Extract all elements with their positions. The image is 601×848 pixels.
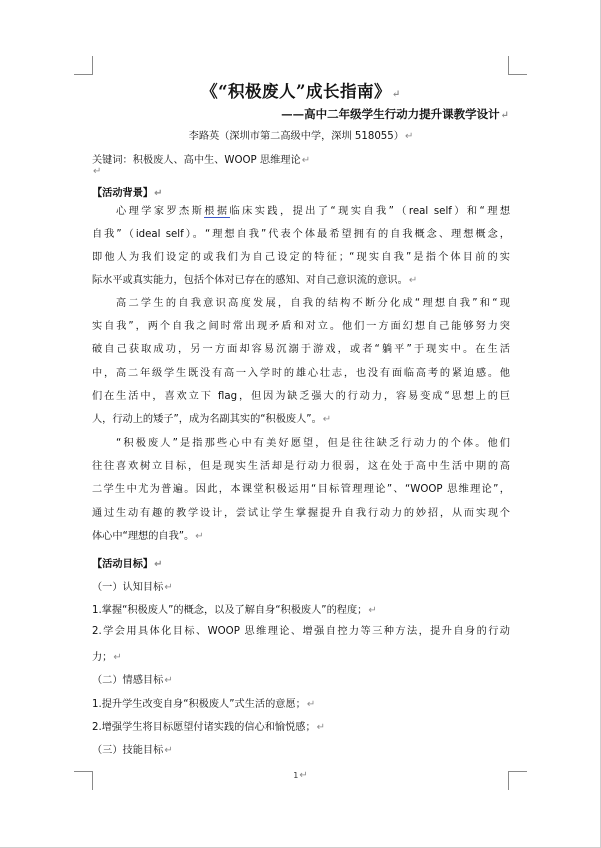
section-heading-background[interactable]: 【活动背景】↵ — [92, 188, 163, 199]
document-subtitle[interactable]: ——高中二年级学生行动力提升课教学设计↵ — [281, 107, 509, 121]
paragraph-mark: ↵ — [164, 745, 173, 756]
list-item[interactable]: 2.增强学生将目标愿望付诸实践的信心和愉悦感；↵ — [92, 722, 326, 733]
body-text-line[interactable]: 实自我”，两个自我之间时常出现矛盾和对立。他们一方面幻想自己能够努力突 — [92, 321, 510, 332]
list-item[interactable]: 2.学会用具体化目标、WOOP 思维理论、增强自控力等三种方法，提升自身的行动 — [92, 626, 510, 637]
paragraph-mark: ↵ — [195, 531, 204, 542]
body-text-line[interactable]: 中，高二年级学生既没有高一入学时的雄心壮志，也没有面临高考的紧迫感。他 — [92, 368, 510, 379]
author-line[interactable]: 李路英（深圳市第二高级中学，深圳 518055）↵ — [188, 131, 414, 142]
body-text-line[interactable]: 们在生活中，喜欢立下 flag，但因为缺乏强大的行动力，容易变成“思想上的巨 — [92, 391, 510, 402]
paragraph-mark: ↵ — [392, 89, 401, 100]
subheading-skills[interactable]: （三）技能目标↵ — [92, 745, 173, 756]
paragraph-mark: ↵ — [316, 722, 326, 733]
paragraph-mark: ↵ — [306, 699, 316, 710]
paragraph-mark: ↵ — [164, 582, 173, 593]
list-item[interactable]: 力；↵ — [92, 652, 122, 663]
body-text-line[interactable]: 自我”（ideal self）。“理想自我”代表个体最希望拥有的自我概念、理想概念， — [92, 229, 510, 240]
paragraph-mark: ↵ — [404, 131, 414, 142]
empty-paragraph[interactable] — [92, 166, 101, 177]
body-text-line[interactable]: “积极废人”是指那些心中有美好愿望，但是往往缺乏行动力的个体。他们 — [116, 438, 510, 449]
paragraph-mark: ↵ — [408, 275, 418, 286]
paragraph-mark: ↵ — [154, 559, 163, 570]
paragraph-mark: ↵ — [301, 155, 311, 166]
document-title[interactable]: 《“积极废人”成长指南》↵ — [201, 82, 401, 101]
page-number: 1↵ — [293, 770, 308, 781]
paragraph-mark: ↵ — [93, 166, 102, 177]
body-text-line[interactable]: 通过生动有趣的教学设计，尝试让学生掌握提升自我行动力的妙招，从而实现个 — [92, 508, 510, 519]
subheading-cognitive[interactable]: （一）认知目标↵ — [92, 582, 173, 593]
crop-mark — [508, 56, 527, 75]
body-text-line[interactable]: 往往喜欢树立目标，但是现实生活却是行动力很弱，这在处于高中生活中期的高 — [92, 461, 510, 472]
body-text-line[interactable]: 破自己获取成功，另一方面却容易沉溺于游戏，或者“躺平”于现实中。在生活 — [92, 344, 510, 355]
body-text-line[interactable]: 二学生中尤为普遍。因此，本课堂积极运用“目标管理理论”、“WOOP 思维理论”， — [92, 484, 510, 495]
paragraph-mark: ↵ — [154, 188, 163, 199]
body-text-line[interactable]: 心理学家罗杰斯根据临床实践，提出了“现实自我”（real self）和“理想 — [116, 206, 511, 217]
paragraph-mark: ↵ — [368, 605, 377, 616]
paragraph-mark: ↵ — [113, 652, 122, 663]
crop-mark — [74, 56, 93, 75]
list-item[interactable]: 1.提升学生改变自身“积极废人”式生活的意愿；↵ — [92, 699, 316, 710]
paragraph-mark: ↵ — [164, 675, 173, 686]
body-text-line[interactable]: 体心中“理想的自我”。↵ — [92, 531, 204, 542]
list-item[interactable]: 1.掌握“积极废人”的概念，以及了解自身“积极废人”的程度；↵ — [92, 605, 377, 616]
body-text-line[interactable]: 即他人为我们设定的或我们为自己设定的特征；“现实自我”是指个体目前的实 — [92, 252, 510, 263]
body-text-line[interactable]: 人，行动上的矮子”，成为名副其实的“积极废人”。↵ — [92, 414, 332, 425]
paragraph-mark: ↵ — [299, 770, 308, 781]
subheading-emotional[interactable]: （二）情感目标↵ — [92, 675, 173, 686]
section-heading-goals[interactable]: 【活动目标】↵ — [92, 559, 163, 570]
paragraph-mark: ↵ — [322, 414, 332, 425]
body-text-line[interactable]: 际水平或真实能力，包括个体对已存在的感知、对自己意识流的意识。↵ — [92, 275, 418, 286]
body-text-line[interactable]: 高二学生的自我意识高度发展，自我的结构不断分化成“理想自我”和“现 — [116, 298, 510, 309]
keywords-line[interactable]: 关键词：积极废人、高中生、WOOP 思维理论↵ — [92, 155, 311, 166]
paragraph-mark: ↵ — [500, 110, 509, 121]
